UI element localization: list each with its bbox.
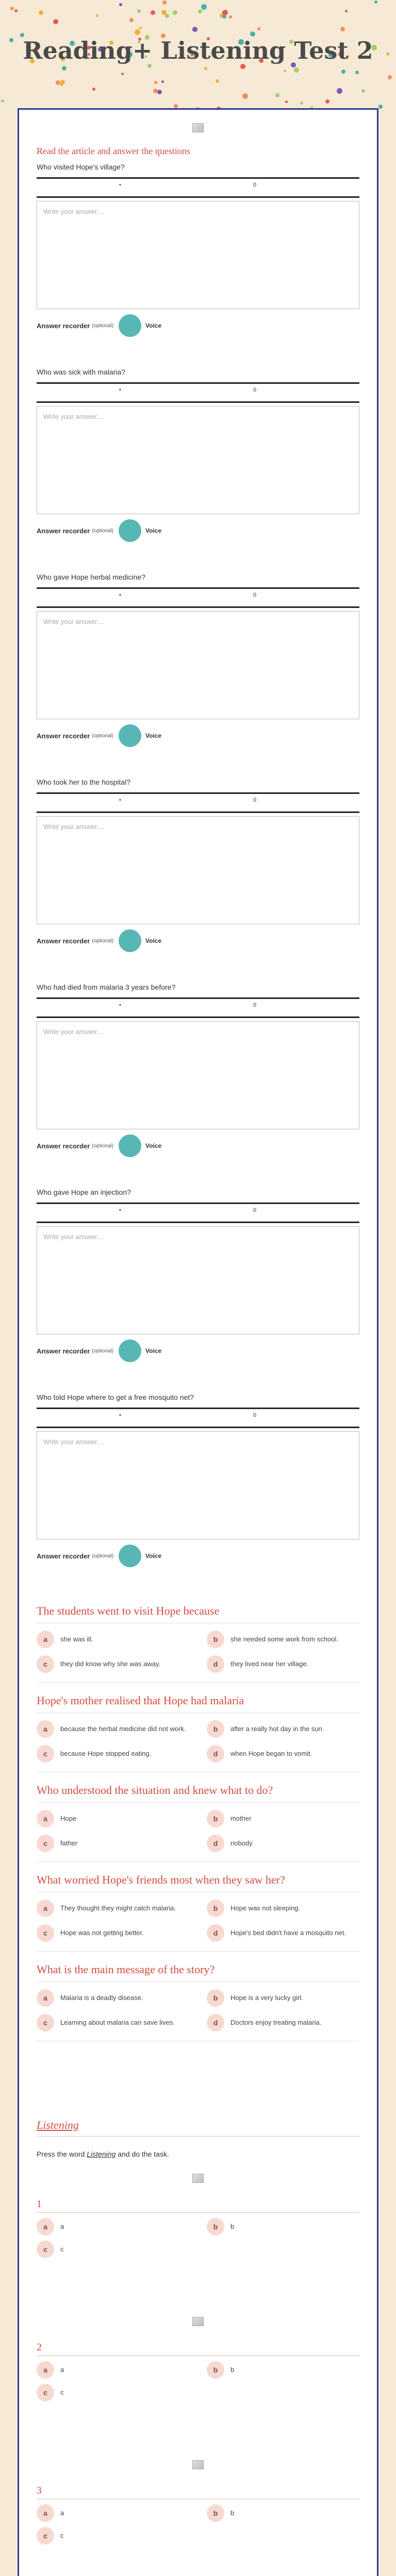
voice-label: Voice	[145, 322, 162, 329]
option-letter[interactable]: d	[207, 2014, 224, 2031]
image-icon	[192, 2317, 204, 2326]
instruction-text: Press the word	[37, 2150, 87, 2158]
listening-options	[37, 2213, 359, 2258]
recorder-optional: (optional)	[92, 1143, 114, 1149]
option-text: Hope was not getting better.	[60, 1929, 144, 1937]
listening-option[interactable]	[37, 2504, 189, 2522]
reading-heading: Read the article and answer the questions	[37, 146, 190, 156]
audio-time: 0	[253, 1002, 257, 1008]
option-text: b	[230, 2223, 235, 2230]
audio-play-control[interactable]: •	[119, 592, 121, 598]
answer-recorder	[37, 929, 359, 952]
option-letter[interactable]: d	[207, 1655, 224, 1673]
recorder-label: Answer recorder	[37, 1347, 90, 1355]
answer-textarea[interactable]: Write your answer....	[37, 1431, 359, 1539]
mc-options	[37, 1623, 359, 1683]
option-text: a	[60, 2509, 64, 2517]
listening-question	[37, 2342, 359, 2445]
listening-options	[37, 2356, 359, 2401]
option-letter[interactable]: a	[37, 2361, 54, 2379]
option-letter[interactable]: b	[207, 1631, 224, 1648]
mc-question-title: What is the main message of the story?	[37, 1963, 359, 1982]
question-text: Who visited Hope's village?	[37, 163, 125, 171]
option-text: Hope was not sleeping.	[230, 1904, 301, 1912]
mc-option[interactable]	[37, 1631, 189, 1648]
open-question	[37, 778, 359, 952]
open-question	[37, 1188, 359, 1362]
audio-time: 0	[253, 1412, 257, 1418]
question-text: Who told Hope where to get a free mosquito net?	[37, 1393, 194, 1401]
mc-option[interactable]	[207, 2014, 359, 2031]
answer-recorder	[37, 1134, 359, 1157]
option-text: because Hope stopped eating.	[60, 1750, 152, 1757]
image-icon	[192, 2174, 204, 2183]
open-question	[37, 573, 359, 747]
option-text: Hope	[60, 1815, 77, 1822]
audio-player[interactable]	[37, 792, 359, 813]
multiple-choice-section	[37, 1567, 359, 2041]
option-letter[interactable]: b	[207, 1989, 224, 2007]
option-letter[interactable]: a	[37, 1989, 54, 2007]
option-text: they did know why she was away.	[60, 1660, 161, 1668]
audio-player[interactable]	[37, 587, 359, 608]
answer-textarea[interactable]: Write your answer....	[37, 1226, 359, 1334]
audio-player[interactable]	[37, 997, 359, 1018]
mc-question-title: The students went to visit Hope because	[37, 1604, 359, 1623]
question-text: Who took her to the hospital?	[37, 778, 131, 786]
answer-textarea[interactable]: Write your answer....	[37, 611, 359, 719]
voice-label: Voice	[145, 1142, 162, 1149]
option-text: They thought they might catch malaria.	[60, 1904, 176, 1912]
answer-textarea[interactable]: Write your answer....	[37, 1021, 359, 1129]
mc-option[interactable]	[37, 2014, 189, 2031]
divider	[37, 2136, 359, 2137]
option-letter[interactable]: a	[37, 1631, 54, 1648]
option-letter[interactable]: c	[37, 1745, 54, 1762]
record-button[interactable]	[119, 1134, 141, 1157]
listening-option[interactable]	[37, 2384, 189, 2401]
option-letter[interactable]: b	[207, 2218, 224, 2235]
option-text: c	[60, 2388, 64, 2396]
option-letter[interactable]: b	[207, 2504, 224, 2522]
option-text: when Hope began to vomit.	[230, 1750, 312, 1757]
option-letter[interactable]: b	[207, 1720, 224, 1738]
mc-option[interactable]	[207, 1924, 359, 1942]
listening-image-area	[37, 2317, 359, 2326]
open-questions	[37, 163, 359, 1567]
open-question	[37, 163, 359, 337]
listening-image-area	[37, 2174, 359, 2183]
audio-player[interactable]	[37, 1202, 359, 1223]
record-button[interactable]	[119, 929, 141, 952]
listening-option[interactable]	[207, 2504, 359, 2522]
option-letter[interactable]: c	[37, 1924, 54, 1942]
question-text: Who was sick with malaria?	[37, 368, 125, 376]
mc-question-title: Who understood the situation and knew what to do?	[37, 1784, 359, 1803]
mc-option[interactable]	[207, 1810, 359, 1827]
option-text: b	[230, 2509, 235, 2517]
listening-questions	[37, 2174, 359, 2576]
recorder-label: Answer recorder	[37, 527, 90, 535]
listening-instruction	[37, 2150, 359, 2158]
question-number: 2	[37, 2342, 42, 2353]
mc-options	[37, 1892, 359, 1952]
audio-play-control[interactable]: •	[119, 387, 121, 393]
option-letter[interactable]: c	[37, 1835, 54, 1852]
option-text: nobody	[230, 1839, 253, 1847]
record-button[interactable]	[119, 314, 141, 337]
recorder-label: Answer recorder	[37, 1142, 90, 1150]
answer-recorder	[37, 314, 359, 337]
listening-option[interactable]	[37, 2241, 189, 2258]
option-letter[interactable]: a	[37, 1720, 54, 1738]
answer-recorder	[37, 1340, 359, 1362]
listening-option[interactable]	[207, 2218, 359, 2235]
option-text: father	[60, 1839, 78, 1847]
mc-option[interactable]	[207, 1989, 359, 2007]
mc-option[interactable]	[207, 1631, 359, 1648]
audio-player[interactable]	[37, 382, 359, 403]
mc-option[interactable]	[37, 1989, 189, 2007]
question-text: Who had died from malaria 3 years before?	[37, 983, 176, 991]
record-button[interactable]	[119, 519, 141, 542]
worksheet-card	[18, 108, 378, 2576]
recorder-optional: (optional)	[92, 323, 114, 329]
audio-player[interactable]	[37, 177, 359, 198]
audio-time: 0	[253, 797, 257, 803]
recorder-label: Answer recorder	[37, 937, 90, 945]
spacer	[37, 1567, 359, 1593]
recorder-label: Answer recorder	[37, 1552, 90, 1560]
listening-heading[interactable]: Listening	[37, 2119, 79, 2131]
option-letter[interactable]: b	[207, 1810, 224, 1827]
audio-play-control[interactable]: •	[119, 1002, 121, 1008]
answer-recorder	[37, 1545, 359, 1567]
option-letter[interactable]: c	[37, 2014, 54, 2031]
option-text: Learning about malaria can save lives.	[60, 2019, 175, 2026]
mc-options	[37, 1803, 359, 1862]
answer-textarea[interactable]: Write your answer....	[37, 816, 359, 924]
recorder-label: Answer recorder	[37, 321, 90, 330]
option-text: Hope's bed didn't have a mosquito net.	[230, 1929, 346, 1937]
mc-option[interactable]	[207, 1835, 359, 1852]
option-text: they lived near her village.	[230, 1660, 309, 1668]
answer-recorder	[37, 519, 359, 542]
open-question	[37, 1393, 359, 1567]
question-text: Who gave Hope an injection?	[37, 1188, 131, 1196]
option-letter[interactable]: c	[37, 1655, 54, 1673]
record-button[interactable]	[119, 1545, 141, 1567]
mc-options	[37, 1982, 359, 2041]
voice-label: Voice	[145, 527, 162, 534]
answer-textarea[interactable]: Write your answer....	[37, 406, 359, 514]
page-title: Reading+ Listening Test 2	[23, 37, 373, 64]
voice-label: Voice	[145, 732, 162, 739]
recorder-optional: (optional)	[92, 733, 114, 739]
option-letter[interactable]: d	[207, 1835, 224, 1852]
option-text: c	[60, 2245, 64, 2253]
open-question	[37, 983, 359, 1157]
listening-option[interactable]	[207, 2361, 359, 2379]
option-letter[interactable]: a	[37, 1810, 54, 1827]
mc-options	[37, 1713, 359, 1772]
open-question	[37, 368, 359, 542]
option-letter[interactable]: a	[37, 2218, 54, 2235]
mc-option[interactable]	[37, 1745, 189, 1762]
option-letter[interactable]: d	[207, 1924, 224, 1942]
record-button[interactable]	[119, 1340, 141, 1362]
option-text: mother	[230, 1815, 252, 1822]
header-image-area	[37, 110, 359, 146]
option-text: a	[60, 2366, 64, 2374]
mc-option[interactable]	[37, 1900, 189, 1917]
recorder-optional: (optional)	[92, 938, 114, 944]
option-letter[interactable]: b	[207, 1900, 224, 1917]
question-number: 1	[37, 2198, 42, 2210]
option-text: she was ill.	[60, 1635, 93, 1643]
listening-option[interactable]	[37, 2527, 189, 2545]
audio-play-control[interactable]: •	[119, 182, 121, 188]
audio-play-control[interactable]: •	[119, 797, 121, 803]
listening-link[interactable]: Listening	[87, 2150, 116, 2158]
audio-time: 0	[253, 387, 257, 393]
instruction-text: and do the task.	[116, 2150, 169, 2158]
listening-question	[37, 2198, 359, 2301]
option-text: Hope is a very lucky girl.	[230, 1994, 303, 2002]
option-letter[interactable]: c	[37, 2241, 54, 2258]
answer-textarea[interactable]: Write your answer....	[37, 201, 359, 309]
mc-option[interactable]	[207, 1655, 359, 1673]
audio-play-control[interactable]: •	[119, 1412, 121, 1418]
option-text: Doctors enjoy treating malaria.	[230, 2019, 322, 2026]
mc-option[interactable]	[37, 1720, 189, 1738]
record-button[interactable]	[119, 724, 141, 747]
option-text: after a really hot day in the sun.	[230, 1725, 324, 1733]
audio-time: 0	[253, 1207, 257, 1213]
mc-option[interactable]	[207, 1900, 359, 1917]
option-letter[interactable]: d	[207, 1745, 224, 1762]
listening-image-area	[37, 2460, 359, 2469]
option-letter[interactable]: a	[37, 1900, 54, 1917]
mc-option[interactable]	[37, 1835, 189, 1852]
option-letter[interactable]: c	[37, 2527, 54, 2545]
mc-option[interactable]	[37, 1655, 189, 1673]
option-text: she needed some work from school.	[230, 1635, 338, 1643]
mc-option[interactable]	[207, 1720, 359, 1738]
option-letter[interactable]: b	[207, 2361, 224, 2379]
recorder-optional: (optional)	[92, 1348, 114, 1354]
mc-question-title: What worried Hope's friends most when they saw her?	[37, 1873, 359, 1892]
voice-label: Voice	[145, 1347, 162, 1354]
recorder-optional: (optional)	[92, 528, 114, 534]
image-icon	[192, 123, 204, 132]
mc-option[interactable]	[207, 1745, 359, 1762]
option-text: Malaria is a deadly disease.	[60, 1994, 143, 2002]
recorder-optional: (optional)	[92, 1553, 114, 1559]
mc-question-title: Hope's mother realised that Hope had malaria	[37, 1694, 359, 1713]
voice-label: Voice	[145, 937, 162, 944]
question-number: 3	[37, 2485, 42, 2496]
option-letter[interactable]: a	[37, 2504, 54, 2522]
listening-option[interactable]	[37, 2218, 189, 2235]
option-text: a	[60, 2223, 64, 2230]
answer-recorder	[37, 724, 359, 747]
audio-time: 0	[253, 592, 257, 598]
listening-question	[37, 2485, 359, 2576]
mc-option[interactable]	[37, 1924, 189, 1942]
option-text: c	[60, 2532, 64, 2539]
audio-time: 0	[253, 182, 257, 188]
question-text: Who gave Hope herbal medicine?	[37, 573, 145, 581]
option-letter[interactable]: c	[37, 2384, 54, 2401]
audio-player[interactable]	[37, 1408, 359, 1428]
recorder-label: Answer recorder	[37, 732, 90, 740]
listening-option[interactable]	[37, 2361, 189, 2379]
option-text: b	[230, 2366, 235, 2374]
voice-label: Voice	[145, 1552, 162, 1560]
image-icon	[192, 2460, 204, 2469]
option-text: because the herbal medicine did not work.	[60, 1725, 186, 1733]
listening-options	[37, 2499, 359, 2545]
mc-option[interactable]	[37, 1810, 189, 1827]
audio-play-control[interactable]: •	[119, 1207, 121, 1213]
